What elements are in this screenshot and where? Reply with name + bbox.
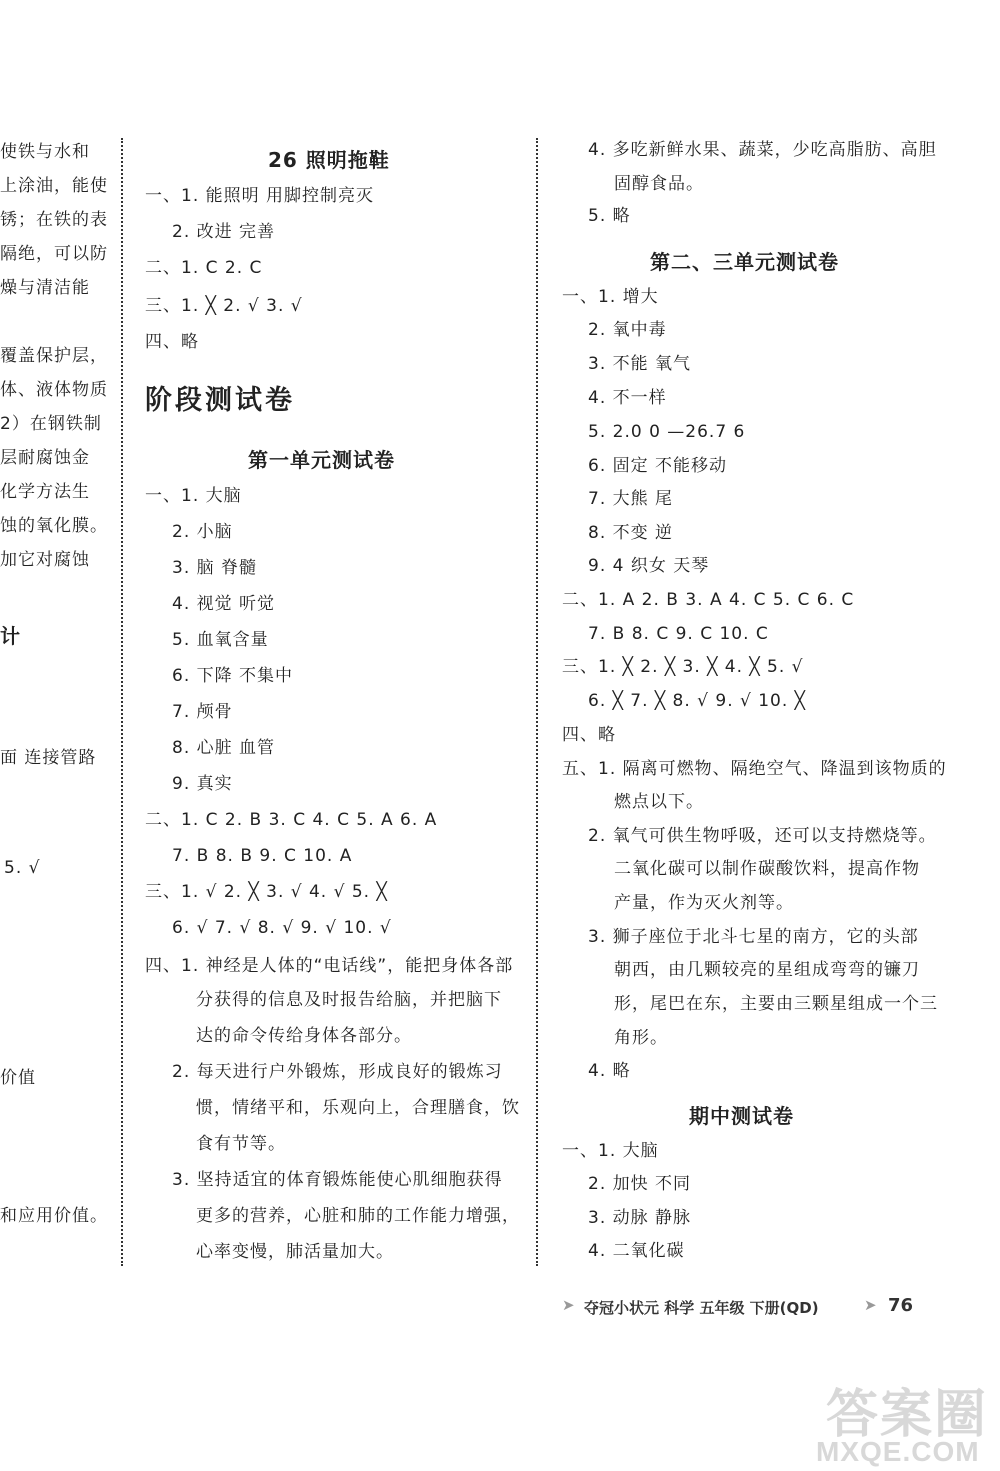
answer-line: 2. 氧中毒 [588,320,667,340]
text-line: 层耐腐蚀金 [0,448,90,468]
text-line: 锈；在铁的表 [0,210,108,230]
answer-line: 朝西，由几颗较亮的星组成弯弯的镰刀 [614,960,920,980]
answer-line: 心率变慢，肺活量加大。 [196,1242,394,1262]
answer-line: 3. 狮子座位于北斗七星的南方，它的头部 [588,927,919,947]
watermark-logo: 答案圈 [826,1386,989,1444]
answer-line: 2. 氧气可供生物呼吸，还可以支持燃烧等。 [588,826,937,846]
answer-line: 9. 4 织女 天琴 [588,556,710,576]
answer-line: 4. 不一样 [588,388,667,408]
section-title: 阶段测试卷 [145,385,295,416]
answer-line: 7. 颅骨 [172,702,233,722]
answer-line: 三、1. ╳ 2. √ 3. √ [145,296,303,316]
answer-line: 4. 二氧化碳 [588,1241,685,1261]
answer-line: 一、1. 大脑 [562,1141,659,1161]
answer-line: 四、1. 神经是人体的“电话线”，能把身体各部 [145,956,514,976]
answer-line: 三、1. ╳ 2. ╳ 3. ╳ 4. ╳ 5. √ [562,657,804,677]
answer-line: 2. 每天进行户外锻炼，形成良好的锻炼习 [172,1062,503,1082]
answer-line: 4. 多吃新鲜水果、蔬菜，少吃高脂肪、高胆 [588,140,937,160]
answer-line: 6. 固定 不能移动 [588,456,728,476]
text-line: 加它对腐蚀 [0,550,90,570]
answer-line: 三、1. √ 2. ╳ 3. √ 4. √ 5. ╳ [145,882,388,902]
footer-book-info: 夺冠小状元 科学 五年级 下册(QD) [584,1299,819,1317]
text-line: 5. √ [4,858,41,878]
answer-line: 一、1. 大脑 [145,486,242,506]
answer-line: 达的命令传给身体各部分。 [196,1026,412,1046]
answer-line: 8. 不变 逆 [588,523,674,543]
text-line: 化学方法生 [0,482,90,502]
chevron-right-icon: ➤ [864,1296,877,1314]
answer-line: 固醇食品。 [614,174,704,194]
answer-line: 5. 2.0 0 —26.7 6 [588,422,746,442]
answer-line: 五、1. 隔离可燃物、隔绝空气、降温到该物质的 [562,759,947,779]
answer-line: 4. 视觉 听觉 [172,594,276,614]
answer-line: 3. 动脉 静脉 [588,1208,692,1228]
answer-line: 形，尾巴在东，主要由三颗星组成一个三 [614,994,938,1014]
chevron-right-icon: ➤ [562,1296,575,1314]
answer-line: 9. 真实 [172,774,233,794]
answer-line: 6. 下降 不集中 [172,666,294,686]
text-line: 计 [0,624,21,648]
answer-line: 产量，作为灭火剂等。 [614,893,794,913]
answer-line: 一、1. 能照明 用脚控制亮灭 [145,186,375,206]
answer-line: 四、略 [562,725,616,745]
text-line: 2）在钢铁制 [0,414,102,434]
unit-title: 第一单元测试卷 [248,448,395,472]
text-line: 体、液体物质 [0,380,108,400]
answer-line: 二、1. A 2. B 3. A 4. C 5. C 6. C [562,590,855,610]
text-line: 上涂油，能使 [0,176,108,196]
answer-line: 8. 心脏 血管 [172,738,276,758]
watermark-url: MXQE.COM [816,1436,980,1467]
unit-title: 第二、三单元测试卷 [650,250,839,274]
text-line: 蚀的氧化膜。 [0,516,108,536]
text-line: 使铁与水和 [0,142,90,162]
text-line: 隔绝，可以防 [0,244,108,264]
answer-line: 2. 小脑 [172,522,233,542]
answer-line: 5. 血氧含量 [172,630,269,650]
column-divider [121,138,123,1266]
answer-line: 7. B 8. B 9. C 10. A [172,846,353,866]
answer-line: 四、略 [145,332,199,352]
answer-line: 一、1. 增大 [562,287,659,307]
page-number: 76 [888,1295,914,1316]
text-line: 燥与清洁能 [0,278,90,298]
unit-title: 期中测试卷 [689,1104,794,1128]
answer-line: 7. B 8. C 9. C 10. C [588,624,769,644]
answer-line: 6. √ 7. √ 8. √ 9. √ 10. √ [172,918,392,938]
answer-line: 更多的营养，心脏和肺的工作能力增强， [196,1206,520,1226]
answer-line: 3. 脑 脊髓 [172,558,258,578]
answer-line: 4. 略 [588,1061,631,1081]
column-divider [536,138,538,1266]
answer-line: 二、1. C 2. C [145,258,263,278]
text-line: 和应用价值。 [0,1206,108,1226]
answer-line: 6. ╳ 7. ╳ 8. √ 9. √ 10. ╳ [588,691,806,711]
answer-line: 惯，情绪平和，乐观向上，合理膳食，饮 [196,1098,520,1118]
answer-line: 分获得的信息及时报告给脑，并把脑下 [196,990,502,1010]
answer-line: 3. 不能 氧气 [588,354,692,374]
answer-line: 5. 略 [588,206,631,226]
answer-line: 二氧化碳可以制作碳酸饮料，提高作物 [614,859,920,879]
answer-line: 食有节等。 [196,1134,286,1154]
answer-line: 角形。 [614,1028,668,1048]
answer-line: 燃点以下。 [614,792,704,812]
text-line: 覆盖保护层， [0,346,108,366]
text-line: 价值 [0,1068,36,1088]
answer-line: 7. 大熊 尾 [588,489,674,509]
answer-line: 二、1. C 2. B 3. C 4. C 5. A 6. A [145,810,438,830]
lesson-title: 26 照明拖鞋 [268,148,390,172]
text-line: 面 连接管路 [0,748,97,768]
answer-line: 2. 加快 不同 [588,1174,692,1194]
answer-line: 3. 坚持适宜的体育锻炼能使心肌细胞获得 [172,1170,503,1190]
answer-line: 2. 改进 完善 [172,222,276,242]
